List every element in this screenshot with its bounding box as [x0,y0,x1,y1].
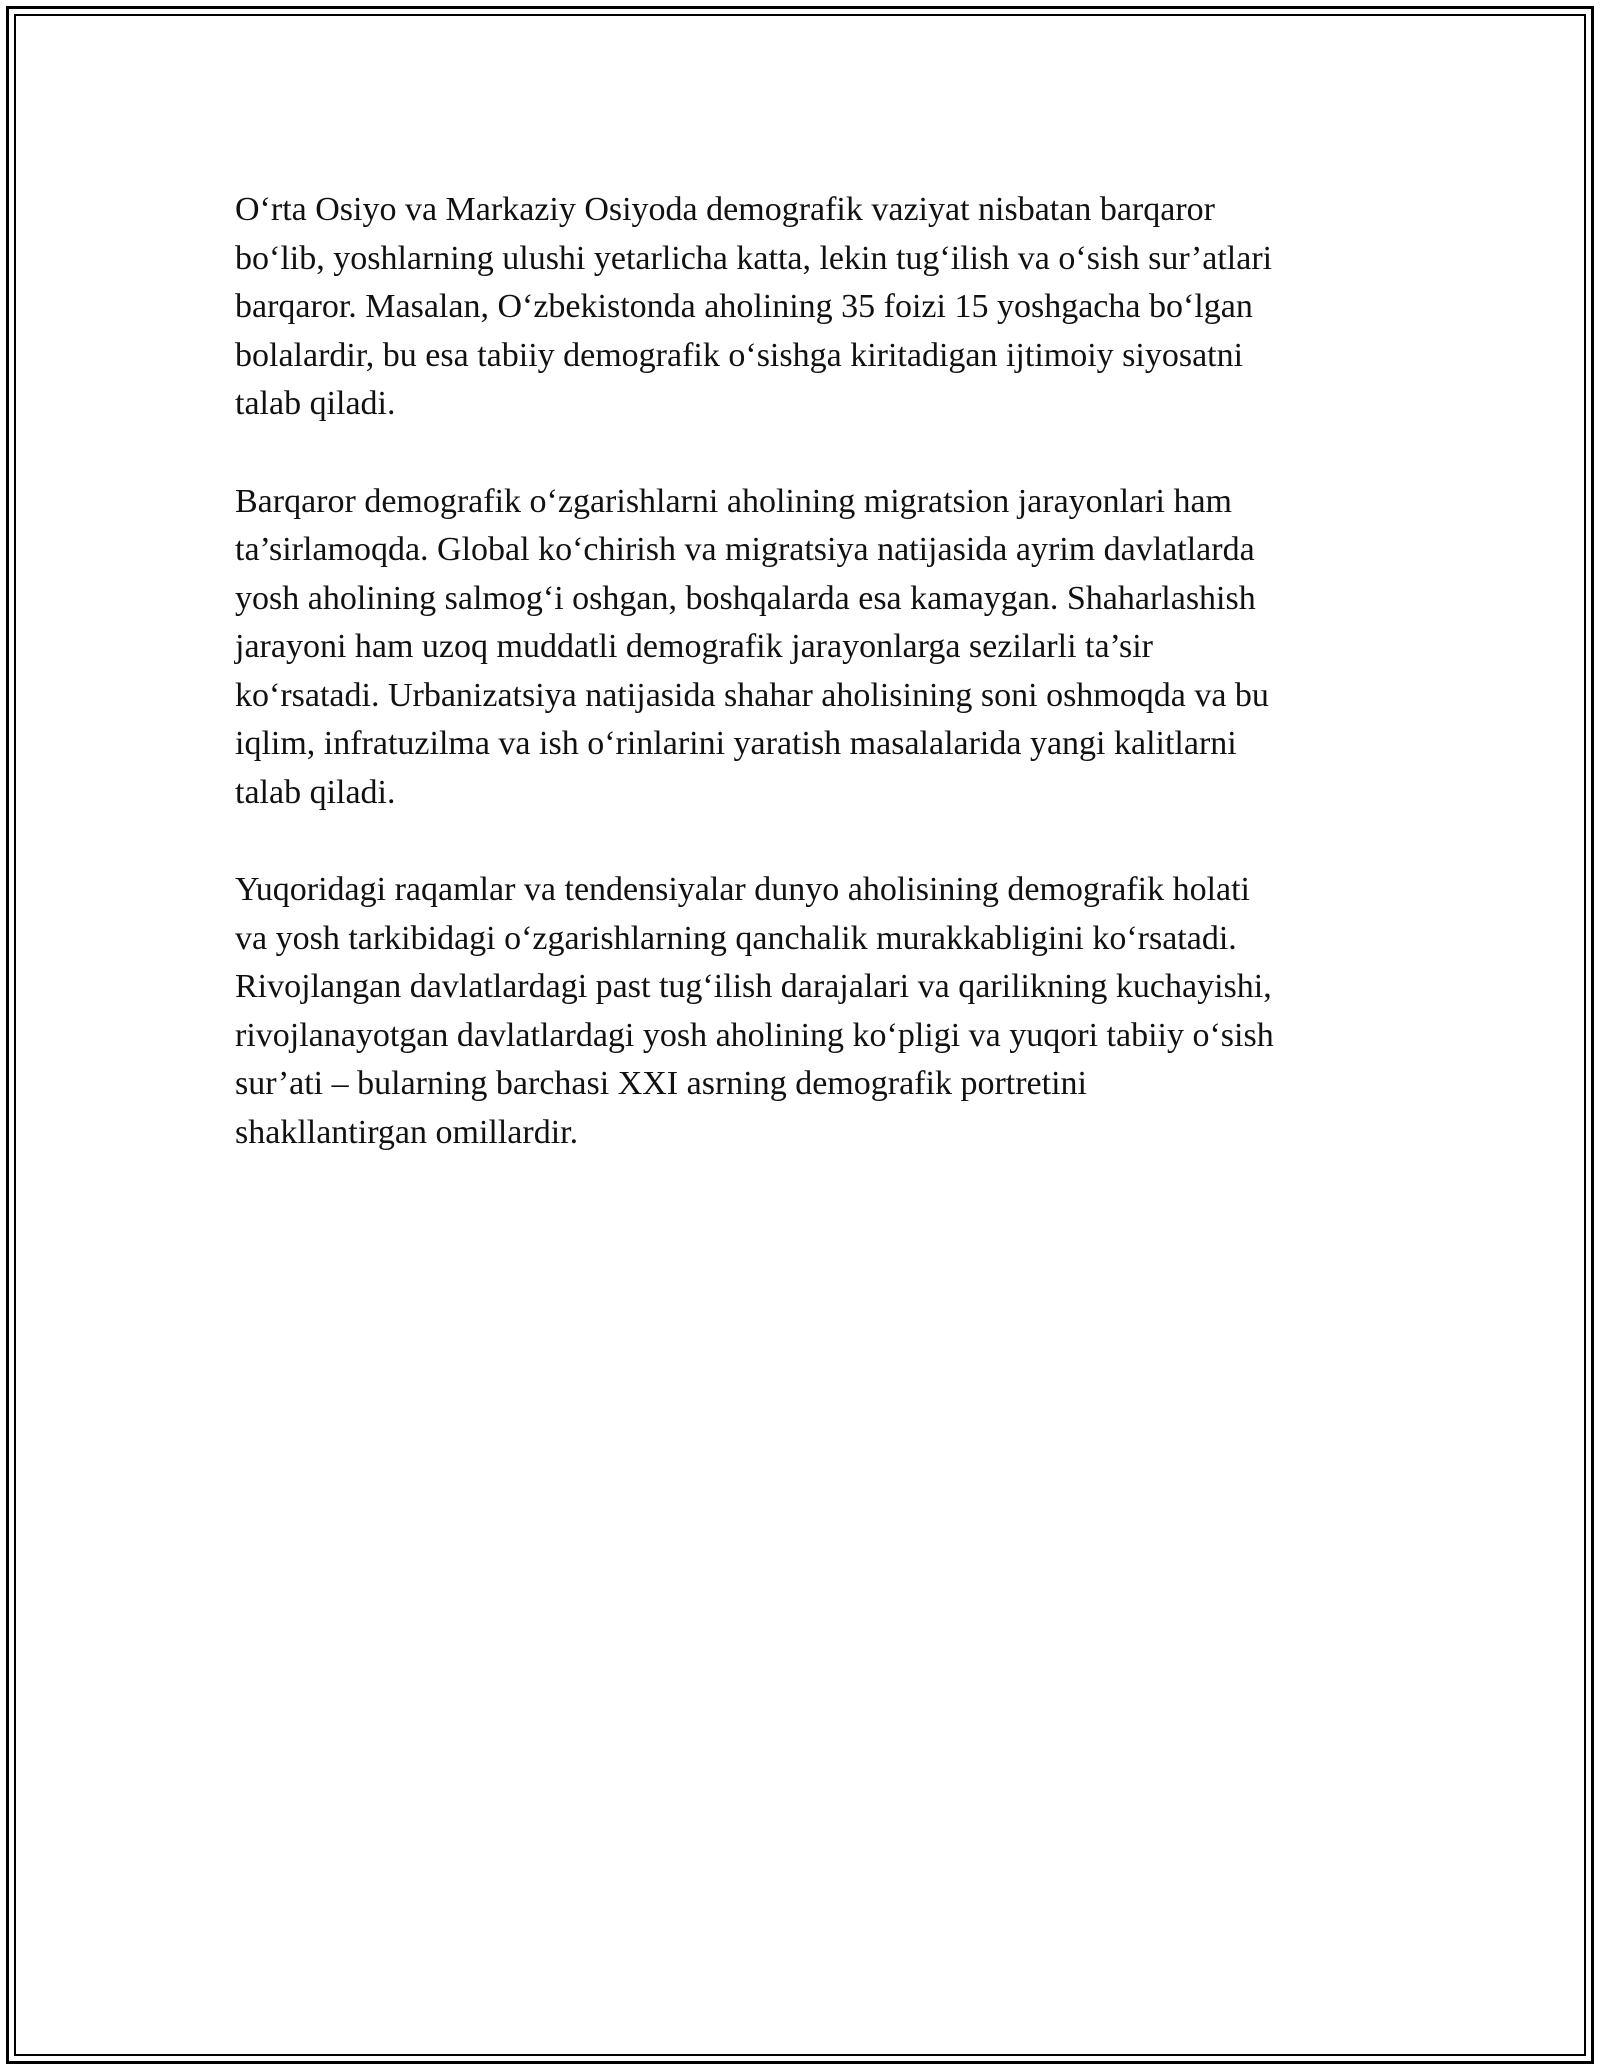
text-line: yosh aholining salmog‘i oshgan, boshqalarda esa kamaygan. Shaharlashish [235,579,1256,617]
text-line: Barqaror demografik o‘zgarishlarni aholining migratsion jarayonlari ham [235,482,1233,520]
text-line: Yuqoridagi raqamlar va tendensiyalar dunyo aholisining demografik holati [235,871,1251,908]
text-line: va yosh tarkibidagi o‘zgarishlarning qanchalik murakkabligini ko‘rsatadi. [235,919,1237,957]
text-line: shakllantirgan omillardir. [235,1113,579,1151]
text-line: rivojlanayotgan davlatlardagi yosh aholining ko‘pligi va yuqori tabiiy o‘sish [235,1016,1274,1054]
paragraph-1 [235,186,1370,429]
document-body [235,186,1370,1206]
text-line: talab qiladi. [235,773,396,811]
text-line: ta’sirlamoqda. Global ko‘chirish va migratsiya natijasida ayrim davlatlarda [235,531,1255,568]
paragraph-2 [235,478,1370,818]
text-line: iqlim, infratuzilma va ish o‘rinlarini yaratish masalalarida yangi kalitlarni [235,725,1237,762]
text-line: Rivojlangan davlatlardagi past tug‘ilish darajalari va qarilikning kuchayishi, [235,968,1272,1005]
text-line: O‘rta Osiyo va Markaziy Osiyoda demografik vaziyat nisbatan barqaror [235,191,1215,228]
text-line: sur’ati – bularning barchasi XXI asrning demografik portretini [235,1065,1087,1102]
paragraph-3 [235,866,1370,1157]
text-line: jarayoni ham uzoq muddatli demografik jarayonlarga sezilarli ta’sir [235,628,1153,665]
text-line: bo‘lib, yoshlarning ulushi yetarlicha katta, lekin tug‘ilish va o‘sish sur’atlari [235,239,1273,277]
text-line: barqaror. Masalan, O‘zbekistonda aholining 35 foizi 15 yoshgacha bo‘lgan [235,288,1253,325]
text-line: bolalardir, bu esa tabiiy demografik o‘sishga kiritadigan ijtimoiy siyosatni [235,336,1244,374]
text-line: talab qiladi. [235,385,396,422]
text-line: ko‘rsatadi. Urbanizatsiya natijasida shahar aholisining soni oshmoqda va bu [235,676,1269,714]
